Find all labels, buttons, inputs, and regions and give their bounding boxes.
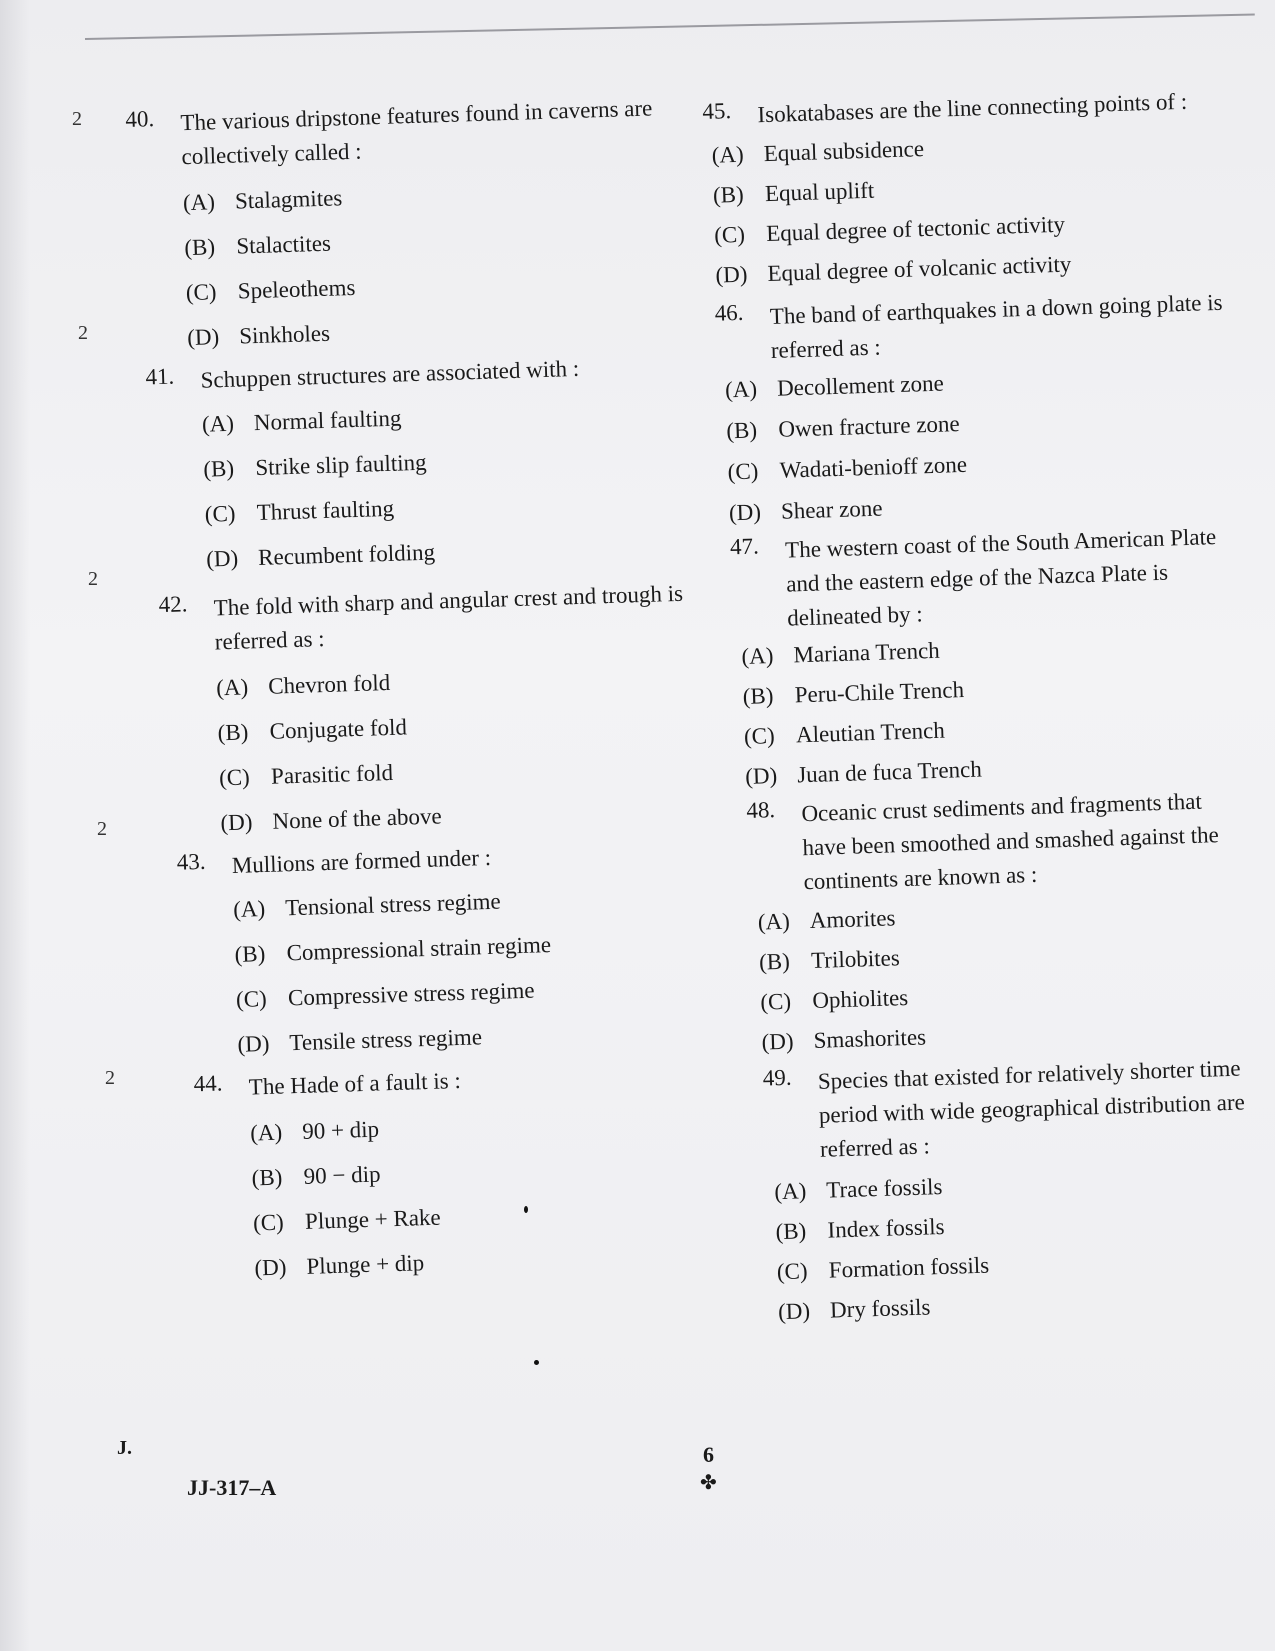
answer-option: (D) None of the above: [220, 803, 443, 836]
answer-option: (A) Mariana Trench: [741, 637, 941, 670]
margin-mark: 2: [72, 108, 82, 130]
answer-option: (D) Dry fossils: [777, 1294, 931, 1325]
answer-option: (B) 90 − dip: [251, 1161, 381, 1191]
margin-mark: 2: [78, 322, 88, 344]
question-number: 40.: [124, 106, 155, 132]
answer-option: (C) Equal degree of tectonic activity: [713, 211, 1066, 248]
answer-option: (A) Trace fossils: [773, 1173, 943, 1205]
answer-option: (B) Conjugate fold: [217, 714, 408, 746]
question-number: 46.: [714, 299, 744, 326]
answer-option: (D) Sinkholes: [186, 320, 331, 351]
footer-mark: J.: [117, 1437, 132, 1459]
answer-option: (C) Plunge + Rake: [252, 1204, 442, 1236]
question-46: [708, 286, 1230, 534]
answer-option: (C) Aleutian Trench: [743, 717, 946, 749]
answer-option: (C) Speleothems: [185, 274, 356, 306]
answer-option: (D) Equal degree of volcanic activity: [715, 251, 1072, 288]
answer-option: (D) Juan de fuca Trench: [744, 756, 983, 789]
margin-mark: 2: [105, 1067, 115, 1089]
answer-option: (A) Amorites: [757, 905, 896, 935]
ink-speck: [534, 1360, 539, 1365]
answer-option: (A) Normal faulting: [201, 405, 402, 437]
question-number: 44.: [193, 1070, 223, 1097]
question-text: Schuppen structures are associated with :: [200, 355, 580, 393]
answer-option: (C) Ophiolites: [759, 984, 909, 1015]
question-40: [125, 90, 693, 361]
answer-option: (A) Tensional stress regime: [232, 888, 502, 922]
answer-option: (B) Strike slip faulting: [202, 449, 427, 482]
answer-option: (B) Trilobites: [758, 945, 901, 975]
question-text: Isokatabases are the line connecting points of :: [757, 88, 1188, 128]
question-48: [724, 783, 1247, 1063]
answer-option: (C) Compressive stress regime: [235, 977, 535, 1012]
page-number: 6: [703, 1442, 714, 1467]
booklet-code: JJ-317–A: [187, 1475, 277, 1500]
margin-mark: 2: [97, 818, 107, 840]
question-text: The western coast of the South American Plate and the eastern edge of the Nazca Plate is delineated by :: [784, 524, 1217, 631]
question-44: [155, 1056, 722, 1293]
answer-option: (B) Compressional strain regime: [234, 932, 552, 967]
answer-option: (A) Equal subsidence: [711, 136, 925, 168]
answer-option: (A) 90 + dip: [249, 1116, 380, 1146]
question-number: 45.: [701, 98, 732, 124]
question-text: Oceanic crust sediments and fragments that have been smoothed and smashed against the continents are known as :: [801, 788, 1220, 895]
answer-option: (A) Decollement zone: [724, 370, 945, 403]
answer-option: (C) Parasitic fold: [218, 759, 394, 791]
question-text: The band of earthquakes in a down going plate is referred as :: [769, 289, 1223, 363]
answer-option: (D) Smashorites: [761, 1024, 927, 1055]
question-text: The various dripstone features found in caverns are collectively called :: [180, 95, 653, 170]
header-rule: [85, 13, 1255, 40]
answer-option: (D) Recumbent folding: [205, 539, 436, 572]
answer-option: (B) Index fossils: [775, 1213, 945, 1245]
answer-option: (D) Tensile stress regime: [237, 1024, 483, 1057]
question-text: Mullions are formed under :: [231, 844, 492, 879]
answer-option: (B) Stalactites: [184, 230, 332, 261]
question-41: [133, 348, 700, 583]
answer-option: (C) Thrust faulting: [204, 495, 395, 527]
ink-speck: [524, 1206, 528, 1213]
answer-option: (D) Plunge + dip: [254, 1250, 425, 1281]
question-number: 49.: [762, 1064, 792, 1091]
answer-option: (C) Formation fossils: [776, 1252, 990, 1285]
question-47: [716, 520, 1239, 798]
answer-option: (B) Owen fracture zone: [726, 411, 961, 444]
question-45: [702, 84, 1223, 296]
question-text: The fold with sharp and angular crest and trough is referred as :: [213, 580, 684, 655]
answer-option: (A) Chevron fold: [215, 669, 391, 701]
answer-option: (D) Shear zone: [728, 495, 883, 526]
answer-option: (C) Wadati-benioff zone: [727, 451, 968, 485]
answer-option: (B) Equal uplift: [712, 177, 875, 208]
answer-option: (A) Stalagmites: [182, 185, 343, 216]
question-number: 41.: [145, 363, 175, 390]
question-43: [148, 834, 715, 1069]
answer-option: (B) Peru-Chile Trench: [742, 677, 965, 710]
question-text: The Hade of a fault is :: [248, 1067, 462, 1100]
right-question-column: [702, 84, 1256, 1334]
scan-edge-shadow: [0, 0, 30, 1651]
question-49: [732, 1051, 1255, 1333]
margin-mark: 2: [88, 568, 98, 590]
question-number: 43.: [176, 848, 206, 875]
question-number: 42.: [158, 591, 188, 618]
question-number: 48.: [745, 797, 776, 823]
question-number: 47.: [729, 533, 760, 560]
question-text: Species that existed for relatively shorter time period with wide geographical distribution are referred as :: [817, 1055, 1246, 1162]
question-42: [140, 576, 708, 847]
page-ornament-icon: ✤: [700, 1472, 717, 1494]
left-question-column: [125, 90, 722, 1293]
